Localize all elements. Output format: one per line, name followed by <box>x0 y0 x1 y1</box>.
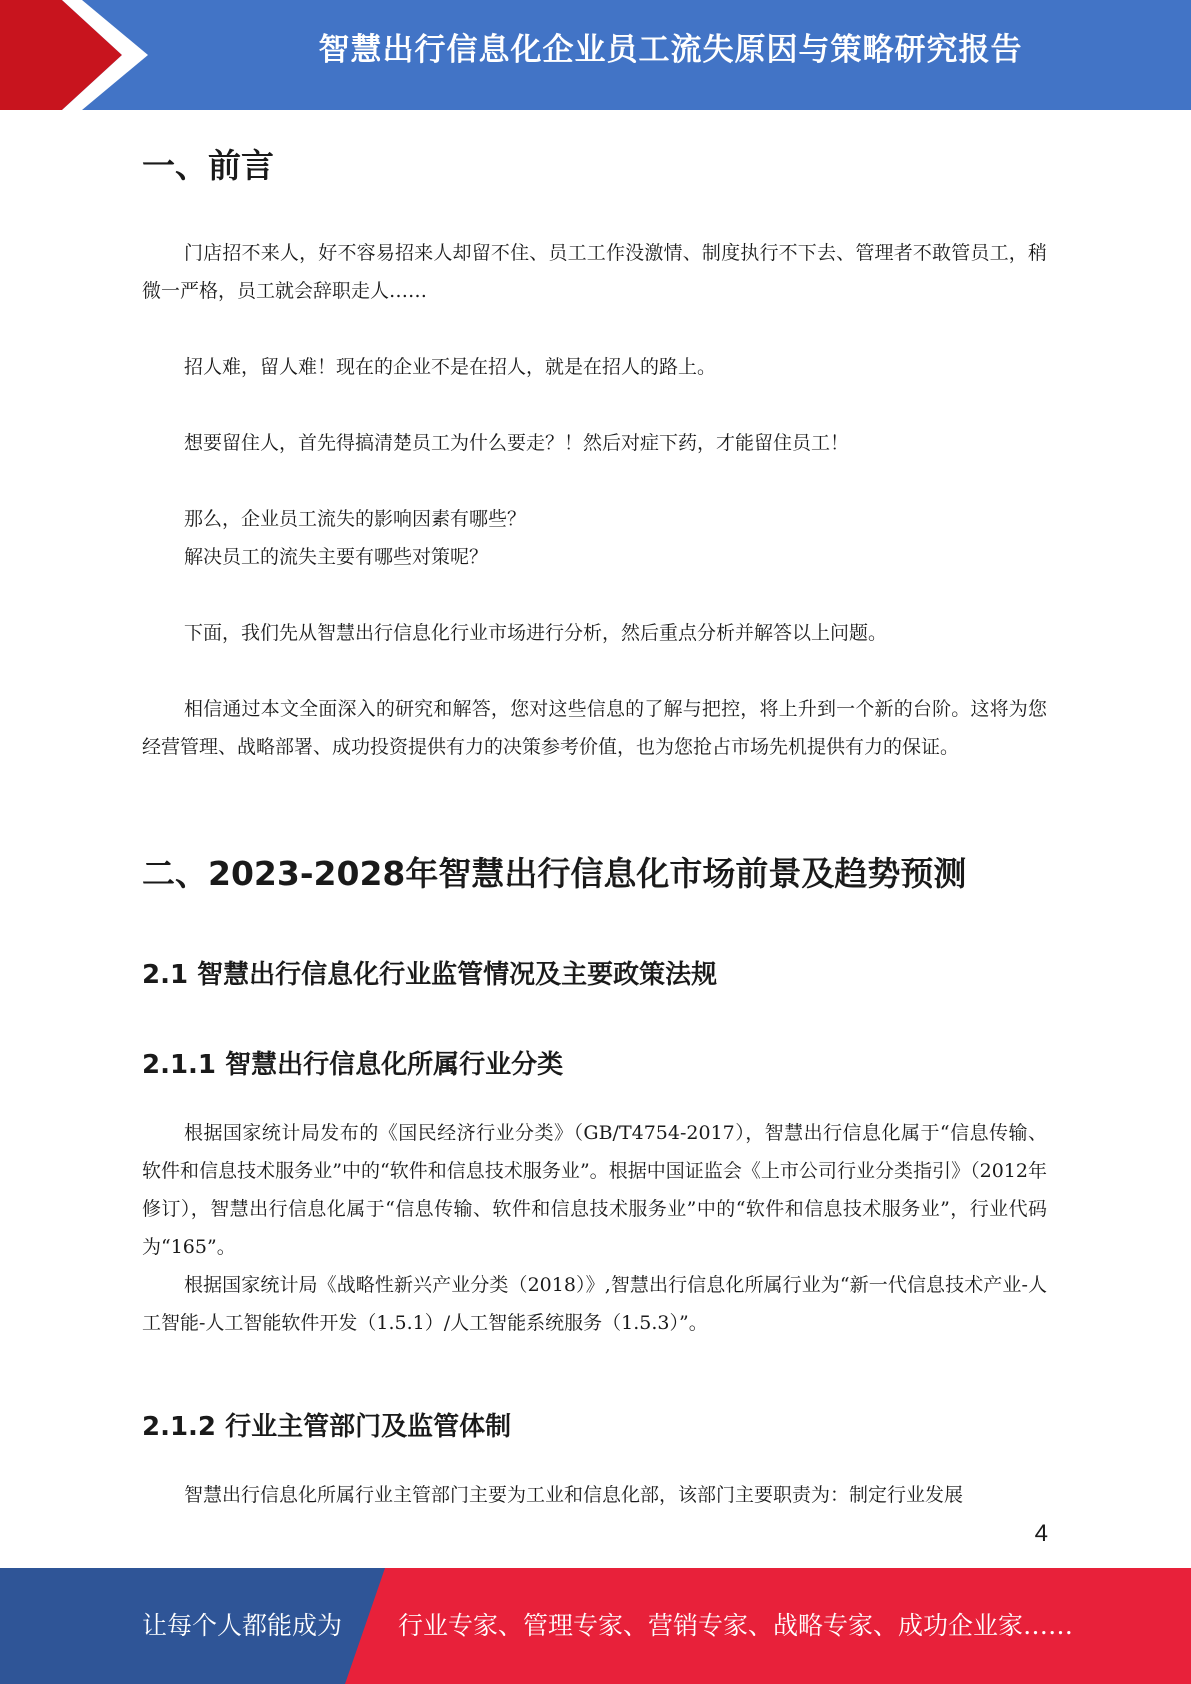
footer-slogan-right: 行业专家、管理专家、营销专家、战略专家、成功企业家…… <box>398 1611 1074 1640</box>
paragraph: 那么，企业员工流失的影响因素有哪些？ <box>184 508 527 530</box>
report-title: 智慧出行信息化企业员工流失原因与策略研究报告 <box>318 32 1023 68</box>
subsection-heading-2-1-2: 2.1.2 行业主管部门及监管体制 <box>142 1412 512 1442</box>
subsection-heading-2-1: 2.1 智慧出行信息化行业监管情况及主要政策法规 <box>142 960 718 990</box>
paragraph: 招人难，留人难！现在的企业不是在招人，就是在招人的路上。 <box>184 356 717 378</box>
section-heading-market-outlook: 二、2023-2028年智慧出行信息化市场前景及趋势预测 <box>142 854 967 893</box>
paragraph: 门店招不来人，好不容易招来人却留不住、员工工作没激情、制度执行不下去、管理者不敢管员工，稍微一严格，员工就会辞职走人…… <box>142 242 1047 302</box>
subsection-heading-2-1-1: 2.1.1 智慧出行信息化所属行业分类 <box>142 1050 564 1080</box>
footer-slogan-left: 让每个人都能成为 <box>142 1611 343 1640</box>
page-header <box>0 0 1191 110</box>
paragraph: 相信通过本文全面深入的研究和解答，您对这些信息的了解与把控，将上升到一个新的台阶。这将为您经营管理、战略部署、成功投资提供有力的决策参考价值，也为您抢占市场先机提供有力的保证。 <box>142 698 1047 758</box>
paragraph: 根据国家统计局《战略性新兴产业分类（2018）》,智慧出行信息化所属行业为“新一代信息技术产业-人工智能-人工智能软件开发（1.5.1）/人工智能系统服务（1.5.3）”。 <box>142 1274 1047 1334</box>
page-number: 4 <box>1034 1520 1048 1547</box>
page-footer <box>0 1568 1191 1684</box>
paragraph: 解决员工的流失主要有哪些对策呢？ <box>184 546 489 568</box>
paragraph: 下面，我们先从智慧出行信息化行业市场进行分析，然后重点分析并解答以上问题。 <box>184 622 888 644</box>
paragraph: 智慧出行信息化所属行业主管部门主要为工业和信息化部，该部门主要职责为：制定行业发展 <box>184 1484 964 1506</box>
section-heading-preface: 一、前言 <box>142 146 274 185</box>
paragraph: 想要留住人，首先得搞清楚员工为什么要走？！然后对症下药，才能留住员工！ <box>184 432 850 454</box>
paragraph: 根据国家统计局发布的《国民经济行业分类》（GB/T4754-2017），智慧出行信息化属于“信息传输、软件和信息技术服务业”中的“软件和信息技术服务业”。根据中国证监会《上市公司行业分类指引》（2012年修订），智慧出行信息化属于“信息传输、软件和信息技术服务业”中的“软件和信息技术服务业”，行业代码为“165”。 <box>142 1122 1047 1258</box>
